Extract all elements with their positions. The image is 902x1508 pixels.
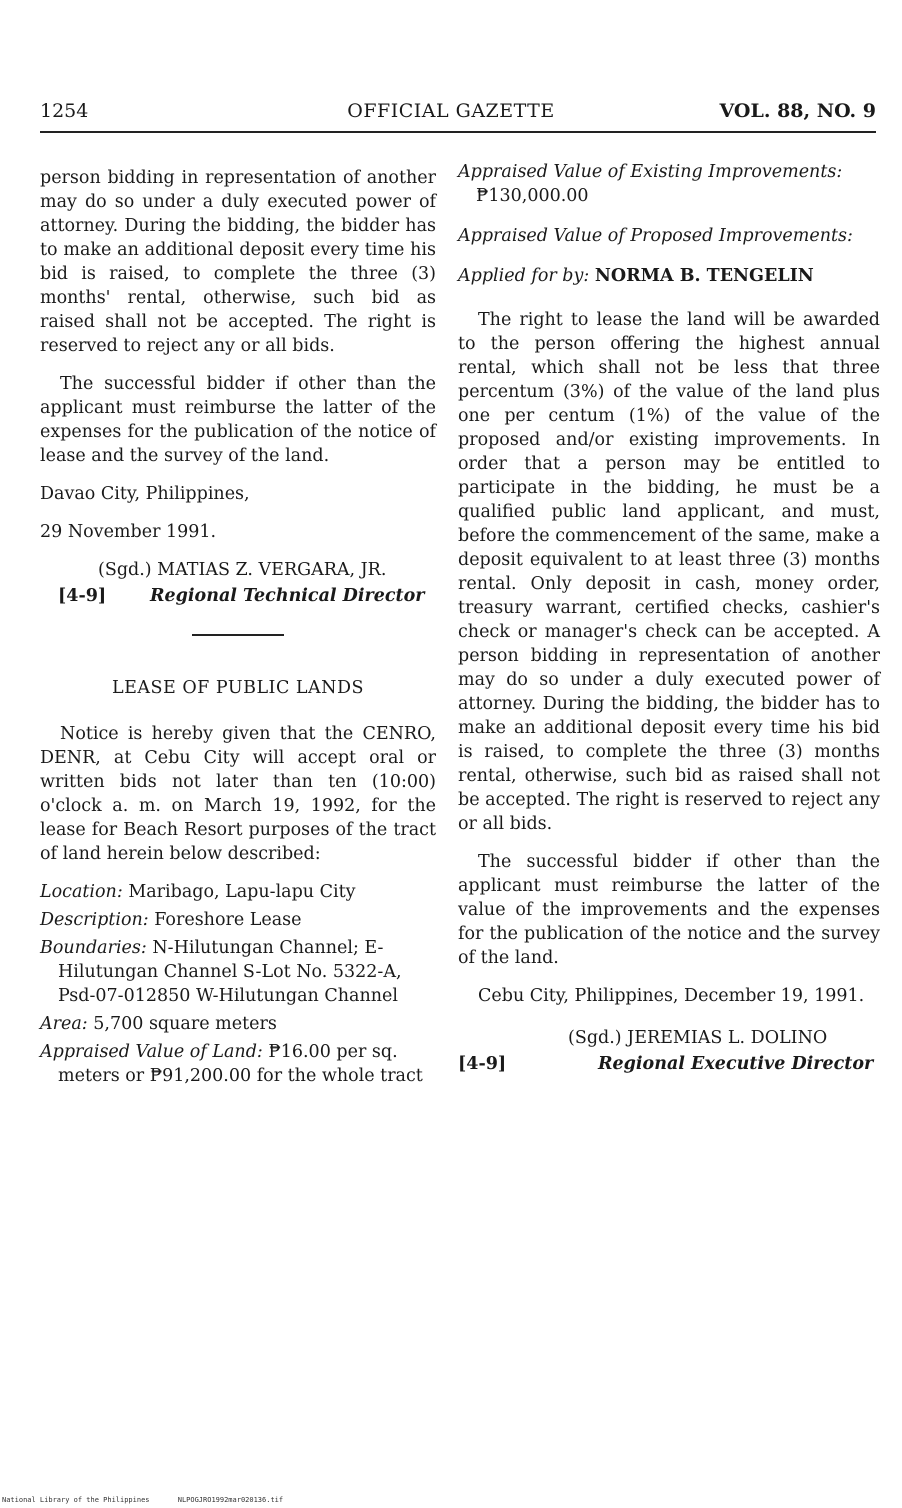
signatory-title-2: Regional Executive Director <box>598 1054 874 1074</box>
signature-name-2: (Sgd.) JEREMIAS L. DOLINO <box>568 1028 828 1048</box>
boundaries-value: N-Hilutungan Channel; E-Hilutungan Channel S-Lot No. 5322-A, Psd-07-012850 W-Hilutungan Channel <box>58 938 402 1006</box>
applied-by-label: Applied for by: <box>458 266 590 286</box>
applicant-name: NORMA B. TENGELIN <box>594 266 814 286</box>
reference-code-2: [4-9] <box>458 1054 507 1074</box>
signature-block <box>40 558 436 610</box>
area-field <box>40 1012 436 1036</box>
existing-improvements-field <box>458 160 880 208</box>
header-rule <box>40 131 876 133</box>
volume-number: VOL. 88, NO. 9 <box>719 100 876 122</box>
lease-heading: LEASE OF PUBLIC LANDS <box>111 678 365 698</box>
area-value: 5,700 square meters <box>93 1014 277 1034</box>
signature-block-2 <box>458 1026 880 1080</box>
proposed-improvements-field <box>458 224 880 248</box>
right-paragraph-1: The right to lease the land will be awarded to the person offering the highest annual rental, which shall not be less that three percentum (3%) of the value of the land plus one per centum (1%) of the value of the proposed and/or existing improvements. In order that a person may be entitled to participate in the bidding, he must be a qualified public land applicant, and must, before the commencement of the same, make a deposit equivalent to at least three (3) months rental. Only deposit in cash, money order, treasury warrant, certified checks, cashier's check or manager's check can be accepted. A person bidding in representation of another may do so under a duly executed power of attorney. During the bidding, the bidder has to make an additional deposit every time his bid is raised, to complete the three (3) months rental, otherwise, such bid as raised shall not be accepted. The right is reserved to reject any or all bids. <box>458 310 880 834</box>
left-paragraph-1: person bidding in representation of another may do so under a duly executed power of attorney. During the bidding, the bidder has to make an additional deposit every time his bid is raised, to complete the three (3) months' rental, otherwise, such bid as raised shall not be accepted. The right is reserved to reject any or all bids. <box>40 168 436 356</box>
right-paragraph-2: The successful bidder if other than the applicant must reimburse the latter of the value of the improvements and the expenses for the publication of the notice and the survey of the land. <box>458 852 880 968</box>
page-number: 1254 <box>40 100 89 122</box>
description-field <box>40 908 436 932</box>
page-header <box>0 100 902 130</box>
left-paragraph-2: The successful bidder if other than the applicant must reimburse the latter of the expenses for the publication of the notice of lease and the survey of the land. <box>40 374 436 466</box>
library-credit: National Library of the Philippines <box>2 1496 150 1504</box>
land-value-value: ₱16.00 per sq. meters or ₱91,200.00 for the whole tract <box>58 1042 423 1086</box>
existing-improvements-label: Appraised Value of Existing Improvements: <box>458 162 843 182</box>
boundaries-field <box>40 936 436 1008</box>
land-value-label: Appraised Value of Land: <box>40 1042 263 1062</box>
scan-footer <box>2 1496 307 1504</box>
signatory-title: Regional Technical Director <box>150 586 425 606</box>
left-column <box>40 166 436 1102</box>
location-field <box>40 880 436 904</box>
existing-improvements-value: ₱130,000.00 <box>476 186 589 206</box>
location-label: Location: <box>40 882 123 902</box>
description-value: Foreshore Lease <box>154 910 302 930</box>
description-label: Description: <box>40 910 149 930</box>
place-line: Davao City, Philippines, <box>40 484 250 504</box>
notice-paragraph: Notice is hereby given that the CENRO, DENR, at Cebu City will accept oral or written bids not later than ten (10:00) o'clock a. m. on March 19, 1992, for the lease for Beach Resort purposes of the tract of land herein below described: <box>40 724 436 864</box>
right-column <box>458 160 880 1080</box>
place-date-line: Cebu City, Philippines, December 19, 1991. <box>478 986 865 1006</box>
reference-code: [4-9] <box>58 586 107 606</box>
signature-name: (Sgd.) MATIAS Z. VERGARA, JR. <box>98 560 387 580</box>
area-label: Area: <box>40 1014 88 1034</box>
applied-by-field <box>458 264 880 288</box>
section-divider <box>192 634 284 636</box>
publication-title: OFFICIAL GAZETTE <box>347 100 555 122</box>
file-name: NLPOGJRO1992mar020136.tif <box>177 1496 284 1504</box>
land-value-field <box>40 1040 436 1088</box>
date-line: 29 November 1991. <box>40 522 217 542</box>
proposed-improvements-label: Appraised Value of Proposed Improvements: <box>458 226 853 246</box>
boundaries-label: Boundaries: <box>40 938 147 958</box>
location-value: Maribago, Lapu-lapu City <box>128 882 356 902</box>
